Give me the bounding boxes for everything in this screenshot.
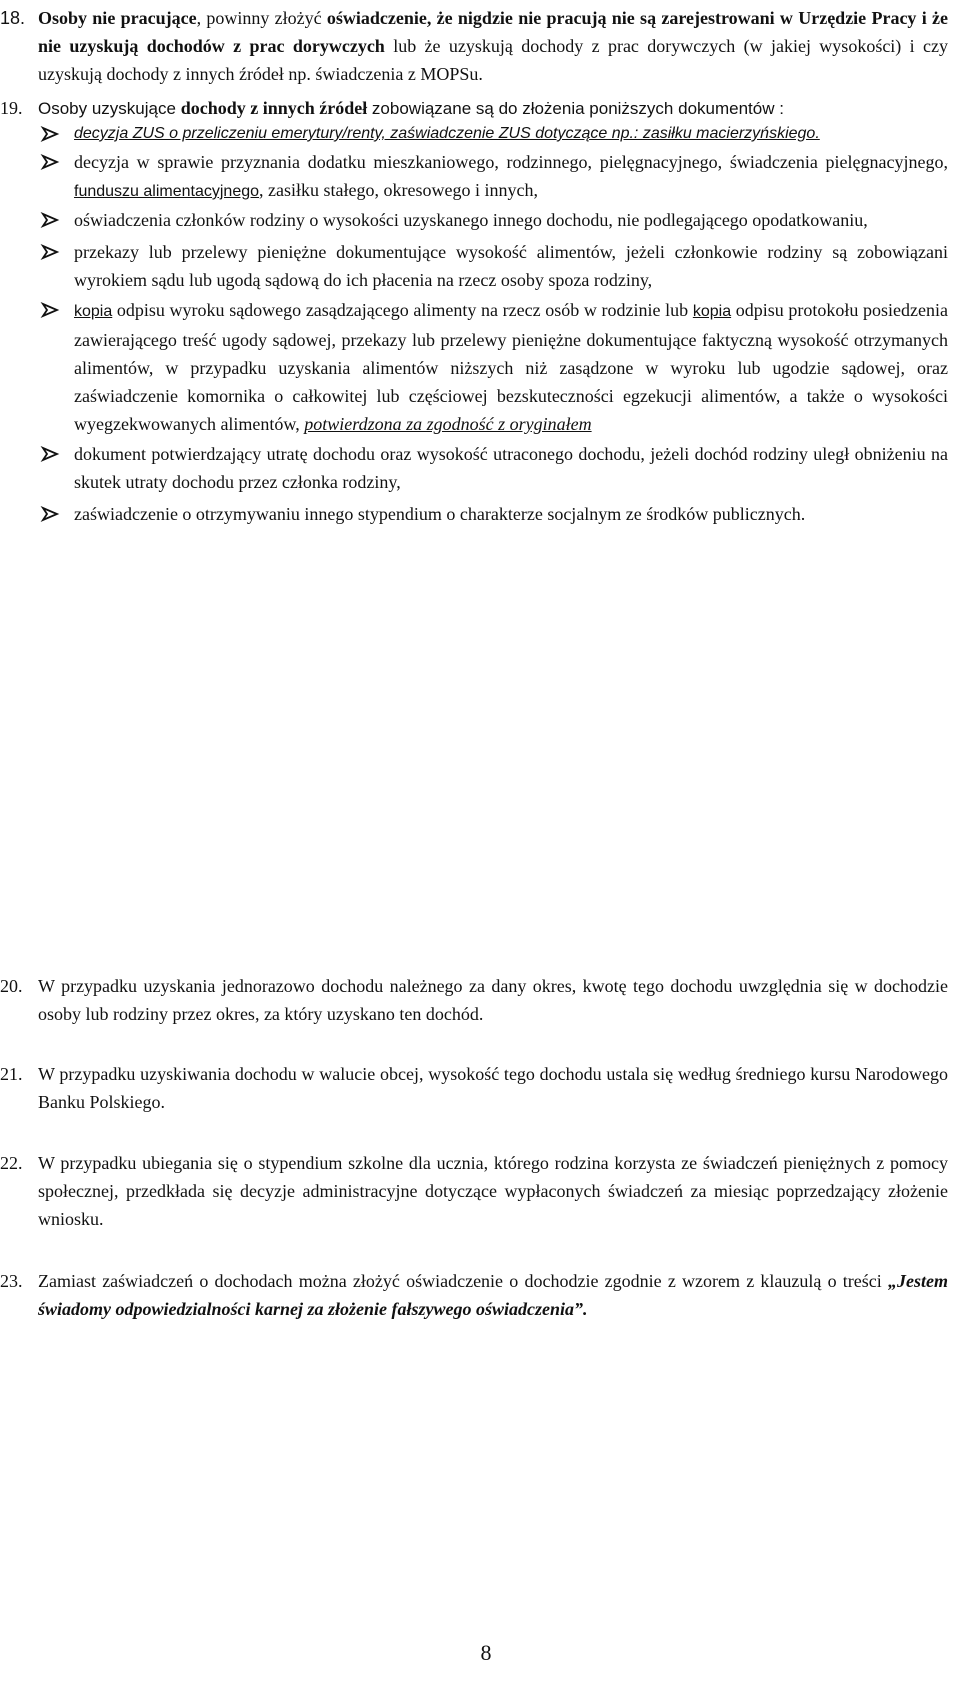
list-item-text: dokument potwierdzający utratę dochodu oraz wysokość utraconego dochodu, jeżeli dochód rodziny uległ obniżeniu na skutek utraty dochodu przez członka rodziny, (74, 444, 948, 492)
paragraph-text: W przypadku uzyskiwania dochodu w walucie obcej, wysokość tego dochodu ustala się według średniego kursu Narodowego Banku Polskiego. (38, 1064, 948, 1112)
arrow-bullet-icon (40, 206, 62, 234)
list-item-text: oświadczenia członków rodziny o wysokości uzyskanego innego dochodu, nie podlegającego opodatkowaniu, (74, 210, 868, 230)
arrow-bullet-icon (40, 148, 62, 176)
list-item-text: zaświadczenie o otrzymywaniu innego stypendium o charakterze socjalnym ze środków publicznych. (74, 504, 806, 524)
list-item (74, 120, 948, 148)
underlined-italic-text: potwierdzona za zgodność z oryginałem (304, 414, 592, 434)
paragraph-number: 19. (0, 98, 23, 118)
list-item (74, 206, 948, 234)
bold-italic-clause: „Jestem świadomy odpowiedzialności karnej za złożenie fałszywego oświadczenia”. (38, 1271, 948, 1319)
arrow-bullet-icon (40, 296, 62, 324)
text-segment: zobowiązane są do złożenia poniższych dokumentów : (367, 99, 784, 118)
list-item (74, 238, 948, 294)
paragraph-text (38, 1267, 948, 1323)
arrow-bullet-icon (40, 120, 62, 148)
paragraph-number: 20. (0, 976, 23, 996)
list-item (74, 440, 948, 496)
text-segment: , powinny złożyć (196, 8, 327, 28)
list-item-text: , zasiłku stałego, okresowego i innych, (259, 180, 538, 200)
underlined-text: funduszu alimentacyjnego (74, 183, 260, 200)
underlined-text: kopia (692, 303, 732, 320)
text-segment: Zamiast zaświadczeń o dochodach można złożyć oświadczenie o dochodzie zgodnie z wzorem z klauzulą o treści (38, 1271, 888, 1291)
paragraph-text (38, 4, 948, 88)
list-item-text: decyzja ZUS o przeliczeniu emerytury/renty, zaświadczenie ZUS dotyczące np.: zasiłku macierzyńskiego. (74, 125, 820, 142)
list-item-text: decyzja w sprawie przyznania dodatku mieszkaniowego, rodzinnego, pielęgnacyjnego, świadczenia pielęgnacyjnego, (74, 152, 948, 172)
arrow-bullet-icon (40, 238, 62, 266)
list-item-text: odpisu protokołu posiedzenia zawierającego treść ugody sądowej, przekazy lub przelewy pieniężne dokumentujące faktyczną wysokość otrzymanych alimentów, w przypadku uzyskania alimentów niższych niż zasądzone w wyroku lub ugodzie sądowej, oraz zaświadczenie komornika o całkowitej lub częściowej bezskuteczności egzekucji alimentów, a także o wysokości wyegzekwowanych alimentów, (74, 300, 949, 434)
paragraph-text: W przypadku ubiegania się o stypendium szkolne dla ucznia, którego rodzina korzysta ze świadczeń pieniężnych z pomocy społecznej, przedkłada się decyzje administracyjne dotyczące wypłaconych świadczeń za miesiąc poprzedzający złożenie wniosku. (38, 1153, 948, 1229)
list-item (74, 500, 948, 528)
bold-text: dochody z innych źródeł (180, 98, 368, 118)
underlined-text: kopia (74, 303, 113, 320)
paragraph-number: 23. (0, 1271, 23, 1291)
page-number: 8 (480, 1640, 492, 1665)
paragraph-number: 21. (0, 1064, 23, 1084)
paragraph-number: 22. (0, 1153, 23, 1173)
list-item (74, 148, 948, 206)
list-item-text: odpisu wyroku sądowego zasądzającego alimenty na rzecz osób w rodzinie lub (112, 300, 693, 320)
text-segment: lub że uzyskują dochody z prac dorywczych (w jakiej wysokości) i czy uzyskują dochody z innych źródeł np. świadczenia z MOPSu. (38, 36, 949, 84)
page-footer (0, 1640, 960, 1666)
list-item (74, 296, 948, 438)
paragraph-number: 18. (0, 8, 26, 28)
paragraph-text (38, 94, 948, 123)
document-list (74, 120, 948, 528)
bold-text: oświadczenie, że nigdzie nie pracują nie są zarejestrowani w Urzędzie Pracy i że nie uzyskują dochodów z prac dorywczych (38, 8, 948, 56)
text-segment: Osoby uzyskujące (38, 99, 181, 118)
bold-text: Osoby nie pracujące (38, 8, 197, 28)
list-item-text: przekazy lub przelewy pieniężne dokumentujące wysokość alimentów, jeżeli członkowie rodziny są zobowiązani wyrokiem sądu lub ugodą sądową do ich płacenia na rzecz osoby spoza rodziny, (74, 242, 948, 290)
arrow-bullet-icon (40, 500, 62, 528)
arrow-bullet-icon (40, 440, 62, 468)
paragraph-text: W przypadku uzyskania jednorazowo dochodu należnego za dany okres, kwotę tego dochodu uwzględnia się w dochodzie osoby lub rodziny przez okres, za który uzyskano ten dochód. (38, 976, 948, 1024)
